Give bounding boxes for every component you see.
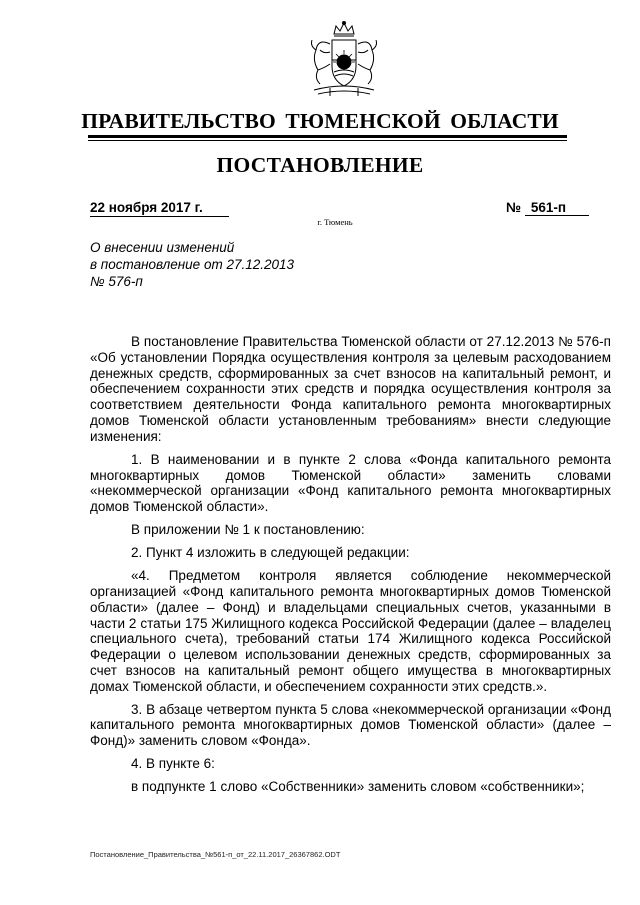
coat-of-arms-icon: [300, 20, 388, 102]
document-date: 22 ноября 2017 г.: [90, 200, 229, 217]
body-paragraph: 2. Пункт 4 изложить в следующей редакции:: [131, 545, 410, 561]
subject-line: в постановление от 27.12.2013: [90, 257, 295, 273]
body-paragraph: 1. В наименовании и в пункте 2 слова «Фонда капитального ремонта многоквартирных домов Тюменской области» заменить словами «некоммерческой организации «Фонд капитального ремонта многоквартирных домов Тюменской области».: [90, 451, 611, 515]
header-rule-thin: [88, 140, 567, 141]
body-paragraph: «4. Предметом контроля является соблюдение некоммерческой организацией «Фонд капитального ремонта многоквартирных домов Тюменской области» (далее – Фонд) и владельцами специальных счетов, указанными в части 2 статьи 175 Жилищного кодекса Российской Федерации (далее – владелец специального счета), требований статьи 174 Жилищного кодекса Российской Федерации о целевом использовании денежных средств, сформированных за счет взносов на капитальный ремонт общего имущества в многоквартирных домах Тюменской области, и обеспечением сохранности этих средств.».: [90, 568, 611, 694]
body-paragraph: В приложении № 1 к постановлению:: [131, 522, 365, 538]
body-paragraph: В постановление Правительства Тюменской области от 27.12.2013 № 576-п «Об установлении Порядка осуществления контроля за целевым расходованием денежных средств, сформированных за счет взносов на капитальный ремонт, и обеспечением сохранности этих средств и порядка осуществления контроля за соответствием деятельности Фонда капитального ремонта многоквартирных домов Тюменской области установленным требованиям» внести следующие изменения:: [90, 334, 611, 444]
header-rule-thick: [88, 135, 567, 138]
number-value: 561-п: [525, 200, 589, 216]
subject-line: О внесении изменений: [90, 240, 235, 255]
body-paragraph: 4. В пункте 6:: [131, 756, 215, 772]
document-body: [90, 334, 611, 802]
organization-title: ПРАВИТЕЛЬСТВО ТЮМЕНСКОЙ ОБЛАСТИ: [81, 109, 559, 133]
document-city: г. Тюмень: [317, 217, 353, 227]
footer-filename: Постановление_Правительства_№561-п_от_22.11.2017_26367862.ODT: [90, 850, 341, 859]
document-number: [506, 200, 596, 217]
document-type: ПОСТАНОВЛЕНИЕ: [216, 153, 424, 177]
subject-line: № 576-п: [90, 274, 143, 290]
body-paragraph: в подпункте 1 слово «Собственники» заменить словом «собственники»;: [131, 779, 585, 795]
body-paragraph: 3. В абзаце четвертом пункта 5 слова «некоммерческой организации «Фонд капитального ремонта многоквартирных домов Тюменской области» (далее – Фонд)» заменить словом «Фонда».: [90, 701, 611, 749]
number-prefix: №: [506, 200, 522, 215]
document-subject: [90, 239, 350, 291]
